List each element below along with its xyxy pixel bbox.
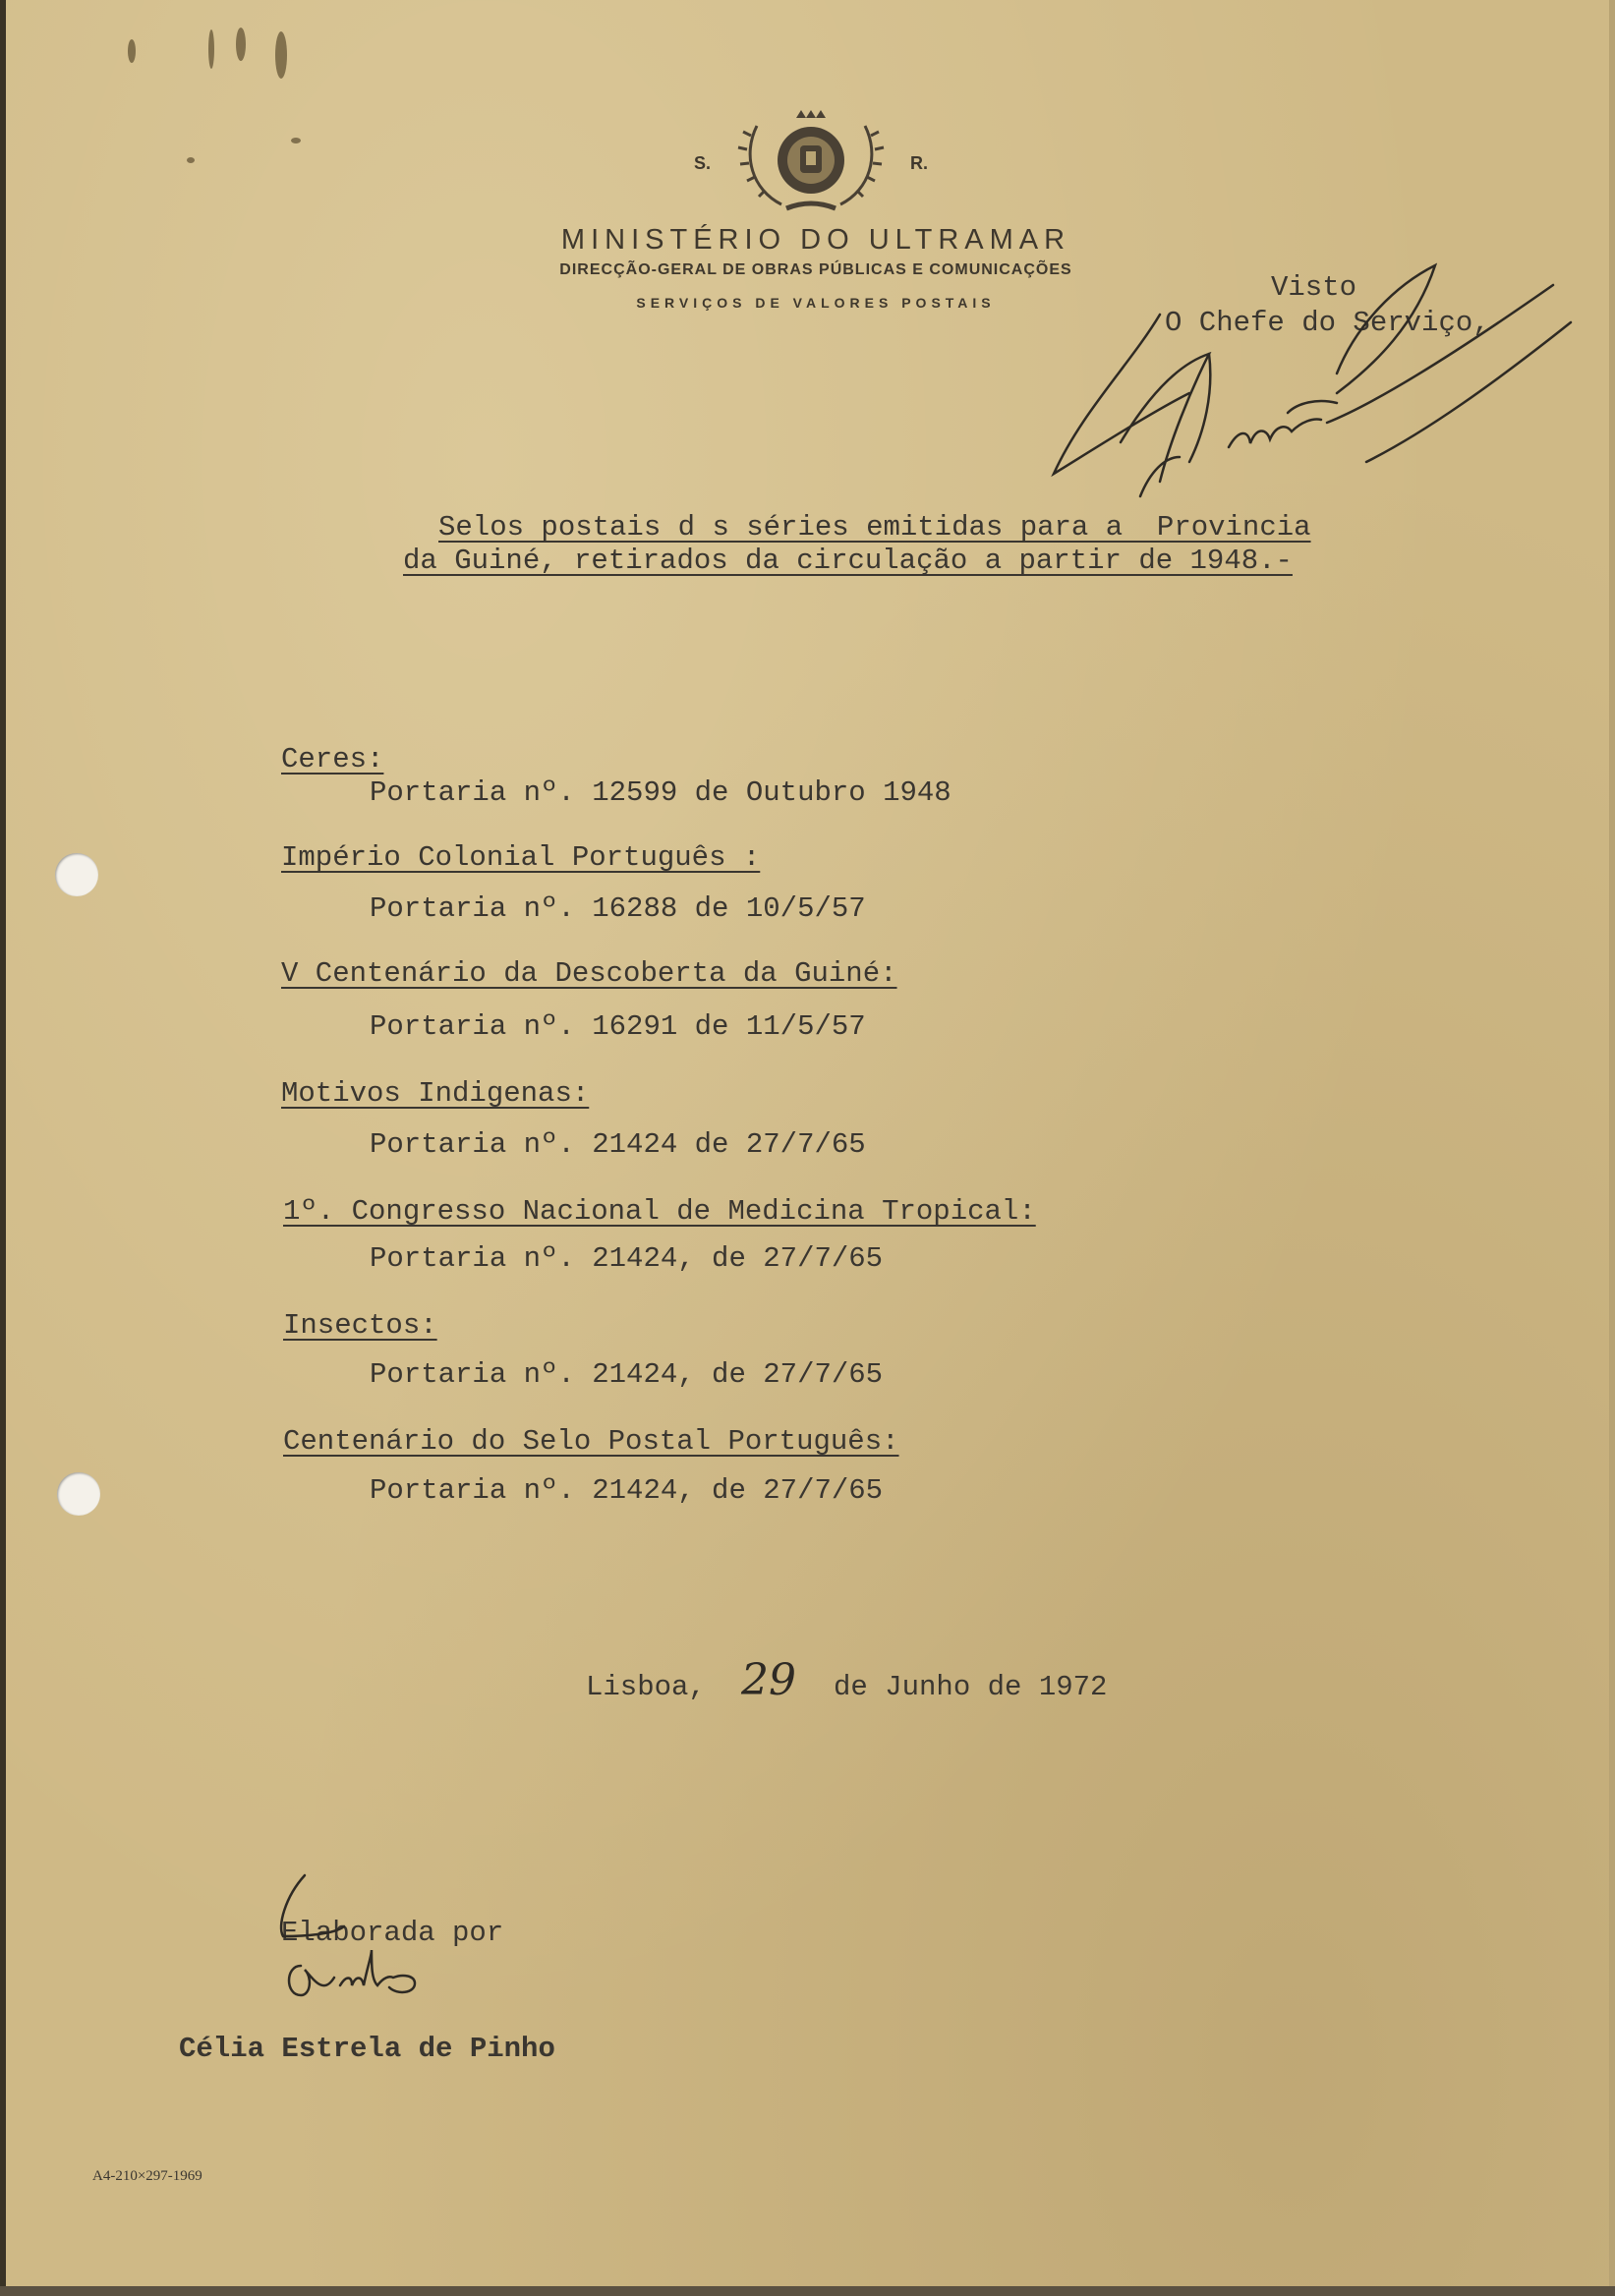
series-portaria: Portaria nº. 21424 de 27/7/65 <box>370 1128 866 1161</box>
date-place: Lisboa, <box>586 1671 706 1703</box>
punch-hole <box>55 853 98 896</box>
author-signature <box>265 1867 482 2015</box>
series-portaria: Portaria nº. 21424, de 27/7/65 <box>370 1474 884 1507</box>
ink-stain <box>187 157 195 163</box>
prepared-by-label: Elaborada por <box>281 1917 504 1949</box>
series-portaria: Portaria nº. 16288 de 10/5/57 <box>370 892 866 925</box>
coat-of-arms-emblem <box>737 106 885 216</box>
subject-line-1: Selos postais d s séries emitidas para a Provincia <box>438 511 1311 544</box>
series-name: Centenário do Selo Postal Português: <box>283 1425 899 1458</box>
series-portaria: Portaria nº. 16291 de 11/5/57 <box>370 1010 866 1043</box>
scan-edge-right <box>1609 0 1615 2296</box>
series-name: Insectos: <box>283 1309 437 1342</box>
form-code: A4-210×297-1969 <box>92 2168 202 2184</box>
chief-signature <box>1042 246 1573 501</box>
scan-edge-left <box>0 0 6 2296</box>
service-name: SERVIÇOS DE VALORES POSTAIS <box>636 295 996 311</box>
scan-edge-bottom <box>0 2286 1615 2296</box>
series-portaria: Portaria nº. 21424, de 27/7/65 <box>370 1242 884 1275</box>
series-portaria: Portaria nº. 21424, de 27/7/65 <box>370 1358 884 1391</box>
series-name: V Centenário da Descoberta da Guiné: <box>281 957 897 990</box>
ink-stain <box>236 28 246 61</box>
ink-stain <box>275 31 287 79</box>
chief-label: O Chefe do Serviço, <box>1165 307 1490 339</box>
series-name: Império Colonial Português : <box>281 841 761 874</box>
ink-stain <box>128 39 136 63</box>
letterhead-initial-s: S. <box>694 153 712 173</box>
series-portaria: Portaria nº. 12599 de Outubro 1948 <box>370 776 952 809</box>
date-rest: de Junho de 1972 <box>834 1671 1108 1703</box>
ink-stain <box>291 138 301 144</box>
series-name: Ceres: <box>281 743 384 775</box>
subject-line-2: da Guiné, retirados da circulação a partir de 1948.- <box>403 545 1293 577</box>
directorate-name: DIRECÇÃO-GERAL DE OBRAS PÚBLICAS E COMUNICAÇÕES <box>559 261 1072 278</box>
series-name: Motivos Indigenas: <box>281 1077 590 1110</box>
date-day-handwritten: 29 <box>741 1655 796 1705</box>
series-name: 1º. Congresso Nacional de Medicina Tropical: <box>283 1195 1036 1228</box>
ink-stain <box>208 29 214 69</box>
letterhead-initial-r: R. <box>910 153 928 173</box>
ministry-name: MINISTÉRIO DO ULTRAMAR <box>560 224 1071 256</box>
visto-label: Visto <box>1271 271 1357 304</box>
author-name: Célia Estrela de Pinho <box>179 2033 555 2065</box>
punch-hole <box>57 1472 100 1516</box>
